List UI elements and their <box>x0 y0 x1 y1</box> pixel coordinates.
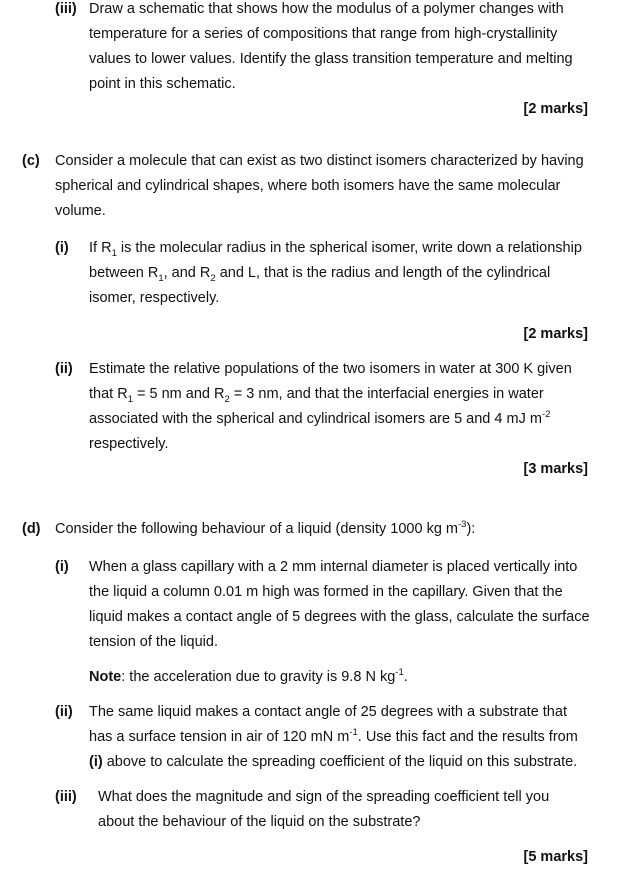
question-d-label: (d) <box>22 521 41 537</box>
question-d-iii-text: What does the magnitude and sign of the spreading coefficient tell you about the behaviour of the liquid on the substrate? <box>98 789 550 830</box>
marks-d: [5 marks] <box>523 849 588 865</box>
question-b-iii-text: Draw a schematic that shows how the modulus of a polymer changes with temperature for a series of compositions that range from high-crystallinity values to lower values. Identify the glass transition temperature and melting point in this schematic. <box>89 1 573 92</box>
question-c-ii-text: Estimate the relative populations of the two isomers in water at 300 K given that $R_1 = 5$ nm and $R_2 = 3$ nm, and that the interfacial energies in water associated with the spherical and cylindrical isomers are 5 and 4 mJ $m^{-2}$ respectively. <box>89 361 572 452</box>
question-d-text: Consider the following behaviour of a liquid (density 1000 kg $m^{-3}$): <box>55 519 476 537</box>
question-c-ii-label: (ii) <box>55 361 73 377</box>
question-d-i-note: Note: the acceleration due to gravity is 9.8 N $kg^{-1}$. <box>89 667 408 685</box>
question-d-ii-text: The same liquid makes a contact angle of 25 degrees with a substrate that has a surface tension in air of 120 mN $m^{-1}$. Use this fact and the results from (i) above to calculate the spreading coefficient of the liquid on this substrate. <box>89 704 578 770</box>
marks-c-i: [2 marks] <box>523 326 588 342</box>
question-c-i-label: (i) <box>55 240 69 256</box>
marks-c-ii: [3 marks] <box>523 461 588 477</box>
question-d-ii-label: (ii) <box>55 704 73 720</box>
question-c-i-text: If $R_1$ is the molecular radius in the spherical isomer, write down a relationship between $R_1$, and $R_2$ and L, that is the radius and length of the cylindrical isomer, respectively. <box>89 240 582 306</box>
question-c-label: (c) <box>22 153 40 169</box>
question-d-i-label: (i) <box>55 559 69 575</box>
question-c-text: Consider a molecule that can exist as two distinct isomers characterized by having spherical and cylindrical shapes, where both isomers have the same molecular volume. <box>55 153 584 219</box>
question-d-i-text: When a glass capillary with a 2 mm internal diameter is placed vertically into the liquid a column 0.01 m high was formed in the capillary. Given that the liquid makes a contact angle of 5 degrees with the glass, calculate the surface tension of the liquid. <box>89 559 590 650</box>
question-d-iii-label: (iii) <box>55 789 77 805</box>
question-b-iii-label: (iii) <box>55 1 77 17</box>
marks-b-iii: [2 marks] <box>523 101 588 117</box>
